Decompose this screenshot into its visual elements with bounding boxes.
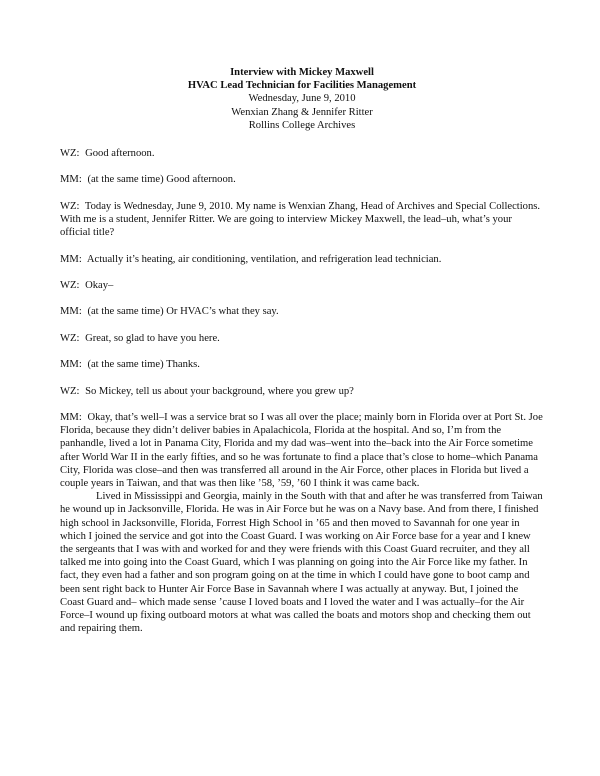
utterance-text: Actually it’s heating, air conditioning, ventilation, and refrigeration lead technician. (86, 253, 442, 265)
transcript-entry (60, 411, 544, 490)
utterance-text: Today is Wednesday, June 9, 2010. My name is Wenxian Zhang, Head of Archives and Special Collections. With me is a student, Jennifer Ritter. We are going to interview Mickey Maxwell, the lead–uh, what’s your official title? (60, 200, 541, 239)
transcript-entry (60, 305, 544, 318)
speaker-label: WZ: (60, 385, 80, 397)
document-title: Interview with Mickey Maxwell (230, 67, 374, 78)
speaker-label: MM: (60, 253, 82, 265)
utterance-text: (at the same time) Thanks. (87, 359, 200, 371)
transcript-entry (60, 358, 544, 371)
interviewers: Wenxian Zhang & Jennifer Ritter (231, 106, 373, 118)
transcript-entry (60, 279, 544, 292)
speaker-label: MM: (60, 411, 82, 423)
institution: Rollins College Archives (248, 119, 356, 131)
speaker-label: MM: (60, 174, 82, 186)
document-subtitle: HVAC Lead Technician for Facilities Management (187, 80, 417, 92)
speaker-label: WZ: (60, 200, 80, 212)
utterance-text: Okay, that’s well–I was a service brat so I was all over the place; mainly born in Florida over at Port St. Joe Florida, because they didn’t deliver babies in Apalachicola, Florida at the hospital. And so, I’m from the panhandle, lived a lot in Panama City, Florida and my dad was–went into the–back into the Air Force sometime after World War II in the early fifties, and so he was fortunate to find a place that’s close to home–which Panama City, Florida was close–and then was transferred all around in the Air Force, other places in Florida but lived a couple years in Taiwan, and that was then like ’58, ’59, ’60 I think it was came back. (60, 411, 543, 489)
transcript-entry (60, 147, 544, 160)
transcript-entry (60, 200, 544, 240)
utterance-text: Okay– (85, 279, 114, 291)
document-page (60, 66, 544, 635)
document-header (60, 66, 544, 132)
transcript-entry (60, 173, 544, 186)
utterance-text: (at the same time) Or HVAC’s what they say. (87, 306, 279, 318)
utterance-text: So Mickey, tell us about your background, where you grew up? (85, 385, 354, 397)
transcript-continuation: Lived in Mississippi and Georgia, mainly in the South with that and after he was transferred from Taiwan he wound up in Jacksonville, Florida. He was in Air Force but he was on a Navy base. And from there, I finished high school in Jacksonville, Florida, Forrest High School in ’65 and then moved to Savannah for one year in which I joined the service and got into the Coast Guard. I was working on Air Force base for a year and I knew the sergeants that I was with and worked for and they were friends with this Coast Guard recruiter, and they all talked me into going into the Coast Guard, which I was planning on going into the Air Force like my father. In fact, they even had a father and son program going on at the time in which I could have gone to boot camp and been sent right back to Hunter Air Force Base in Savannah where I was actually at anyway. But, I joined the Coast Guard and– which made sense ’cause I loved boats and I loved the water and I was actually–for the Air Force–I wound up fixing outboard motors at what was called the boats and motors shop and checking them out and repairing them. (60, 491, 543, 635)
speaker-label: WZ: (60, 279, 80, 291)
transcript-entry (60, 332, 544, 345)
speaker-label: MM: (60, 359, 82, 371)
transcript-entry (60, 253, 544, 266)
speaker-label: WZ: (60, 332, 80, 344)
speaker-label: MM: (60, 306, 82, 318)
interview-date: Wednesday, June 9, 2010 (248, 93, 356, 105)
utterance-text: (at the same time) Good afternoon. (87, 174, 236, 186)
utterance-text: Great, so glad to have you here. (85, 332, 220, 344)
utterance-text: Good afternoon. (85, 148, 155, 160)
transcript-entry (60, 385, 544, 398)
speaker-label: WZ: (60, 148, 80, 160)
